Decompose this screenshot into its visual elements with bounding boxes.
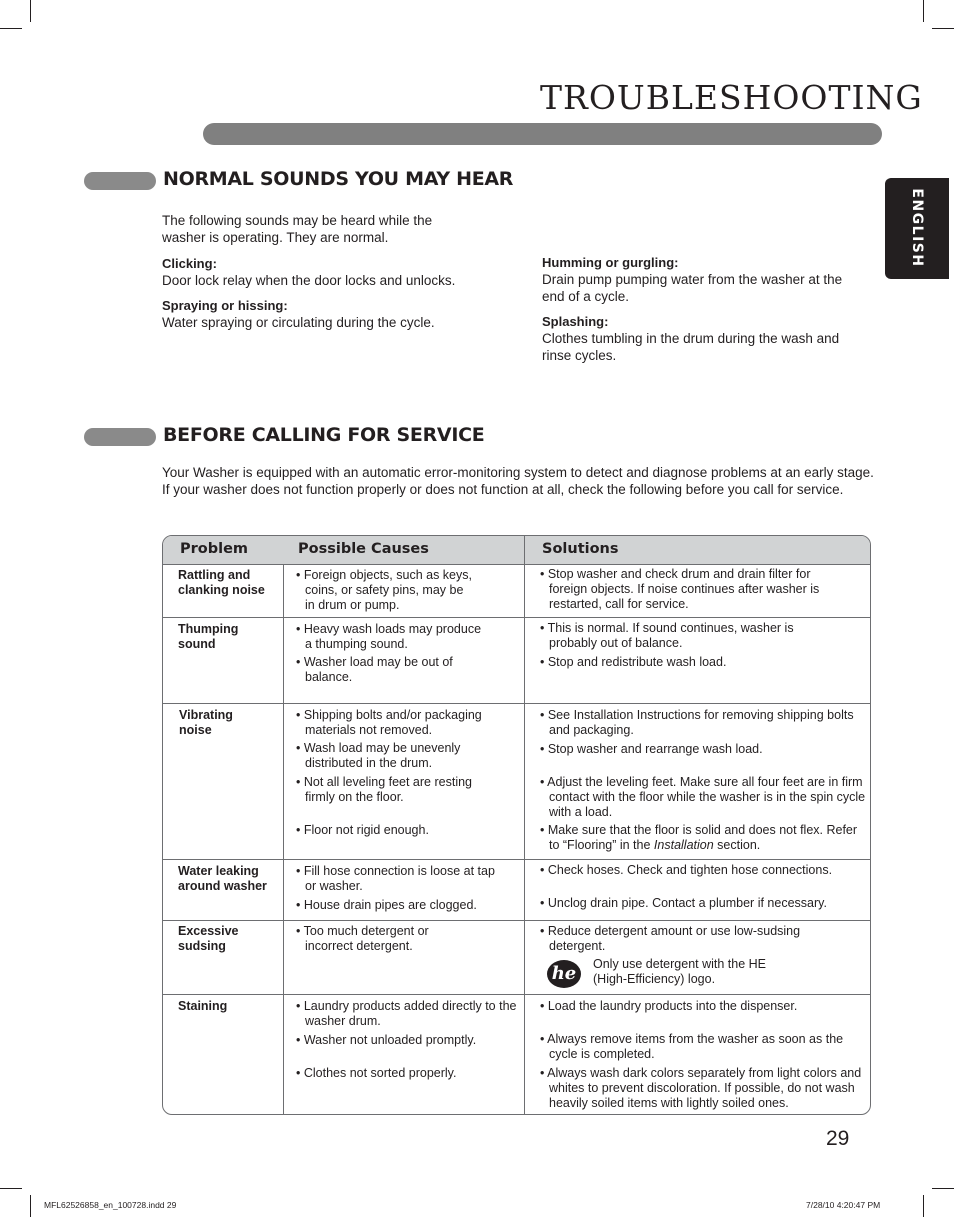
problem-cell: Rattling and clanking noise: [178, 568, 265, 597]
solution-item: • Check hoses. Check and tighten hose connections.: [540, 863, 833, 877]
solution-emphasis: Installation: [653, 838, 714, 852]
language-tab: [885, 178, 949, 279]
sound-desc: Clothes tumbling in the drum during the wash and rinse cycles.: [542, 331, 840, 363]
service-heading: BEFORE CALLING FOR SERVICE: [163, 424, 485, 446]
solution-item: • Always remove items from the washer as soon as the cycle is completed.: [540, 1032, 844, 1061]
solution-item: • Always wash dark colors separately from light colors and whites to prevent discoloration. If possible, do not wash heavily soiled items with lightly soiled ones.: [540, 1066, 862, 1110]
sound-term: Splashing:: [542, 314, 609, 329]
cause-item: • House drain pipes are clogged.: [296, 898, 477, 912]
row-divider: [163, 617, 870, 618]
crop-mark: [923, 0, 924, 22]
solution-item: [540, 823, 867, 853]
title-bar: [203, 123, 882, 145]
solution-item: • Unclog drain pipe. Contact a plumber if necessary.: [540, 896, 827, 910]
service-intro: Your Washer is equipped with an automatic error-monitoring system to detect and diagnose problems at an early stage. If your washer does not function properly or does not function at all, check the following before you call for service.: [162, 465, 874, 497]
column-divider: [283, 564, 284, 1115]
problem-cell: Vibrating noise: [179, 708, 233, 737]
cause-item: • Too much detergent or incorrect detergent.: [296, 924, 429, 953]
footer-timestamp: 7/28/10 4:20:47 PM: [806, 1200, 881, 1210]
sound-desc: Door lock relay when the door locks and unlocks.: [162, 273, 456, 288]
cause-item: • Foreign objects, such as keys, coins, or safety pins, may be in drum or pump.: [296, 568, 472, 612]
he-note: Only use detergent with the HE (High-Efficiency) logo.: [593, 957, 767, 986]
normal-sounds-intro: The following sounds may be heard while the washer is operating. They are normal.: [162, 213, 433, 245]
sound-term: Humming or gurgling:: [542, 255, 679, 270]
row-divider: [163, 703, 870, 704]
section-pill: [84, 172, 156, 190]
problem-cell: Thumping sound: [178, 622, 239, 651]
cause-item: • Fill hose connection is loose at tap or washer.: [296, 864, 495, 893]
troubleshooting-table: [162, 535, 871, 1115]
solution-item: • Stop washer and rearrange wash load.: [540, 742, 763, 756]
page-number: 29: [826, 1127, 850, 1150]
footer-file: MFL62526858_en_100728.indd 29: [44, 1200, 177, 1210]
row-divider: [163, 859, 870, 860]
crop-mark: [30, 1195, 31, 1217]
solution-item: • Load the laundry products into the dispenser.: [540, 999, 798, 1013]
cause-item: • Not all leveling feet are resting firmly on the floor.: [296, 775, 472, 804]
cause-item: • Washer not unloaded promptly.: [296, 1033, 477, 1047]
sound-item: [542, 254, 862, 305]
crop-mark: [30, 0, 31, 22]
he-logo-icon: he: [547, 960, 581, 988]
header-problem: Problem: [180, 541, 249, 557]
header-solutions: Solutions: [542, 541, 619, 557]
problem-cell: Excessive sudsing: [178, 924, 239, 953]
normal-sounds-heading: NORMAL SOUNDS YOU MAY HEAR: [163, 168, 514, 190]
sound-term: Clicking:: [162, 256, 217, 271]
cause-item: • Heavy wash loads may produce a thumping sound.: [296, 622, 482, 651]
row-divider: [163, 994, 870, 995]
cause-item: • Floor not rigid enough.: [296, 823, 429, 837]
solution-text: • Make sure that the floor is solid and does not flex. Refer to “Flooring” in the: [540, 823, 858, 852]
solution-item: • Adjust the leveling feet. Make sure all four feet are in firm contact with the floor while the washer is in the spin cycle with a load.: [540, 775, 866, 819]
header-causes: Possible Causes: [298, 541, 429, 557]
cause-item: • Clothes not sorted properly.: [296, 1066, 457, 1080]
page-title: TROUBLESHOOTING: [540, 78, 923, 117]
crop-mark: [932, 1188, 954, 1189]
row-divider: [163, 920, 870, 921]
problem-cell: Staining: [178, 999, 228, 1013]
cause-item: • Wash load may be unevenly distributed in the drum.: [296, 741, 461, 770]
sound-item: [162, 255, 502, 289]
crop-mark: [0, 1188, 22, 1189]
crop-mark: [923, 1195, 924, 1217]
section-pill: [84, 428, 156, 446]
solution-item: • See Installation Instructions for removing shipping bolts and packaging.: [540, 708, 854, 737]
solution-item: • Stop washer and check drum and drain filter for foreign objects. If noise continues after washer is restarted, call for service.: [540, 567, 820, 611]
table-header: [163, 536, 870, 565]
crop-mark: [0, 28, 22, 29]
solution-item: • Stop and redistribute wash load.: [540, 655, 727, 669]
cause-item: • Laundry products added directly to the washer drum.: [296, 999, 517, 1028]
language-label: ENGLISH: [909, 188, 925, 268]
sound-item: [542, 313, 862, 364]
crop-mark: [932, 28, 954, 29]
cause-item: • Washer load may be out of balance.: [296, 655, 453, 684]
solution-item: • This is normal. If sound continues, washer is probably out of balance.: [540, 621, 794, 650]
cause-item: • Shipping bolts and/or packaging materials not removed.: [296, 708, 482, 737]
solution-item: • Reduce detergent amount or use low-sudsing detergent.: [540, 924, 801, 953]
solution-text: section.: [713, 838, 761, 852]
sound-item: [162, 297, 502, 331]
sound-desc: Water spraying or circulating during the cycle.: [162, 315, 435, 330]
sound-term: Spraying or hissing:: [162, 298, 288, 313]
sound-desc: Drain pump pumping water from the washer at the end of a cycle.: [542, 272, 843, 304]
problem-cell: Water leaking around washer: [178, 864, 267, 893]
